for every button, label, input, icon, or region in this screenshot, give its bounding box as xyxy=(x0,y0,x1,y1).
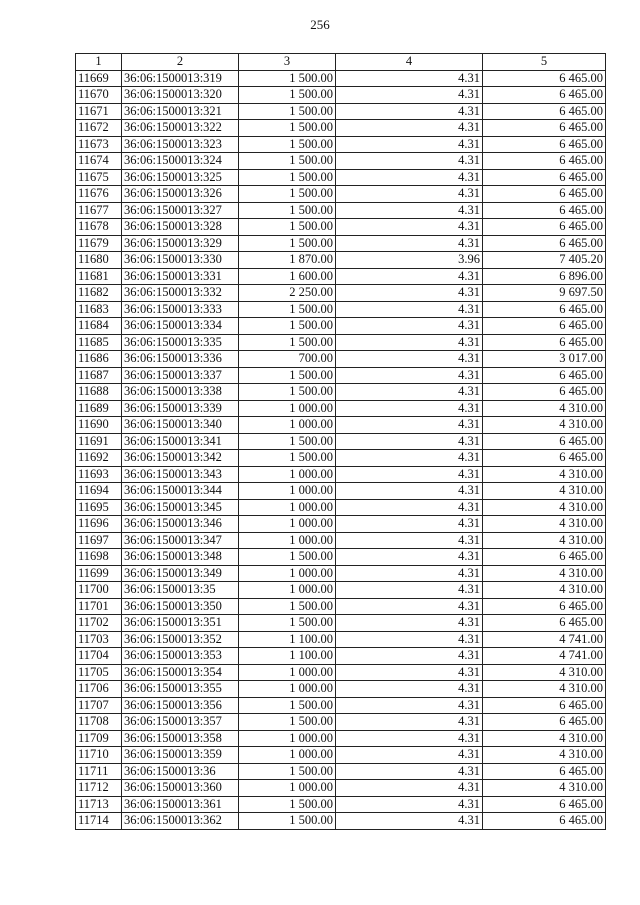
table-row xyxy=(76,615,606,632)
table-row xyxy=(76,730,606,747)
table-row xyxy=(76,565,606,582)
area-cell: 1 000.00 xyxy=(239,565,336,582)
rate-cell: 3.96 xyxy=(336,252,483,269)
row-number-cell: 11711 xyxy=(76,763,122,780)
rate-cell: 4.31 xyxy=(336,235,483,252)
value-cell: 4 310.00 xyxy=(483,730,606,747)
rate-cell: 4.31 xyxy=(336,301,483,318)
row-number-cell: 11675 xyxy=(76,169,122,186)
value-cell: 6 465.00 xyxy=(483,301,606,318)
table-row xyxy=(76,631,606,648)
table-row xyxy=(76,301,606,318)
cadastral-number-cell: 36:06:1500013:326 xyxy=(122,186,239,203)
table-row xyxy=(76,186,606,203)
row-number-cell: 11680 xyxy=(76,252,122,269)
table-row xyxy=(76,153,606,170)
cadastral-number-cell: 36:06:1500013:357 xyxy=(122,714,239,731)
value-cell: 6 465.00 xyxy=(483,87,606,104)
row-number-cell: 11669 xyxy=(76,70,122,87)
table-row xyxy=(76,664,606,681)
cadastral-number-cell: 36:06:1500013:362 xyxy=(122,813,239,830)
row-number-cell: 11688 xyxy=(76,384,122,401)
area-cell: 700.00 xyxy=(239,351,336,368)
cadastral-number-cell: 36:06:1500013:343 xyxy=(122,466,239,483)
cadastral-number-cell: 36:06:1500013:324 xyxy=(122,153,239,170)
rate-cell: 4.31 xyxy=(336,532,483,549)
area-cell: 1 500.00 xyxy=(239,384,336,401)
area-cell: 1 000.00 xyxy=(239,780,336,797)
table-row xyxy=(76,796,606,813)
cadastral-number-cell: 36:06:1500013:328 xyxy=(122,219,239,236)
area-cell: 1 000.00 xyxy=(239,483,336,500)
area-cell: 1 500.00 xyxy=(239,763,336,780)
cadastral-number-cell: 36:06:1500013:329 xyxy=(122,235,239,252)
rate-cell: 4.31 xyxy=(336,631,483,648)
cadastral-number-cell: 36:06:1500013:330 xyxy=(122,252,239,269)
value-cell: 6 465.00 xyxy=(483,70,606,87)
area-cell: 1 500.00 xyxy=(239,87,336,104)
area-cell: 1 500.00 xyxy=(239,549,336,566)
table-row xyxy=(76,103,606,120)
table-row xyxy=(76,219,606,236)
row-number-cell: 11682 xyxy=(76,285,122,302)
value-cell: 6 465.00 xyxy=(483,235,606,252)
table-row xyxy=(76,285,606,302)
cadastral-number-cell: 36:06:1500013:351 xyxy=(122,615,239,632)
rate-cell: 4.31 xyxy=(336,730,483,747)
row-number-cell: 11699 xyxy=(76,565,122,582)
row-number-cell: 11704 xyxy=(76,648,122,665)
area-cell: 1 870.00 xyxy=(239,252,336,269)
area-cell: 1 500.00 xyxy=(239,136,336,153)
value-cell: 6 465.00 xyxy=(483,433,606,450)
value-cell: 4 310.00 xyxy=(483,400,606,417)
rate-cell: 4.31 xyxy=(336,87,483,104)
cadastral-number-cell: 36:06:1500013:333 xyxy=(122,301,239,318)
value-cell: 9 697.50 xyxy=(483,285,606,302)
area-cell: 1 000.00 xyxy=(239,582,336,599)
row-number-cell: 11693 xyxy=(76,466,122,483)
rate-cell: 4.31 xyxy=(336,516,483,533)
area-cell: 1 100.00 xyxy=(239,648,336,665)
cadastral-number-cell: 36:06:1500013:339 xyxy=(122,400,239,417)
rate-cell: 4.31 xyxy=(336,219,483,236)
cadastral-number-cell: 36:06:1500013:332 xyxy=(122,285,239,302)
table-row xyxy=(76,268,606,285)
area-cell: 1 500.00 xyxy=(239,697,336,714)
table-row xyxy=(76,252,606,269)
cadastral-number-cell: 36:06:1500013:352 xyxy=(122,631,239,648)
row-number-cell: 11701 xyxy=(76,598,122,615)
rate-cell: 4.31 xyxy=(336,186,483,203)
area-cell: 1 500.00 xyxy=(239,367,336,384)
rate-cell: 4.31 xyxy=(336,367,483,384)
value-cell: 6 465.00 xyxy=(483,219,606,236)
column-header: 4 xyxy=(336,54,483,71)
row-number-cell: 11710 xyxy=(76,747,122,764)
row-number-cell: 11676 xyxy=(76,186,122,203)
row-number-cell: 11674 xyxy=(76,153,122,170)
rate-cell: 4.31 xyxy=(336,780,483,797)
table-row xyxy=(76,235,606,252)
area-cell: 1 500.00 xyxy=(239,796,336,813)
area-cell: 1 500.00 xyxy=(239,813,336,830)
cadastral-number-cell: 36:06:1500013:36 xyxy=(122,763,239,780)
value-cell: 4 310.00 xyxy=(483,532,606,549)
table-row xyxy=(76,120,606,137)
column-header: 3 xyxy=(239,54,336,71)
rate-cell: 4.31 xyxy=(336,565,483,582)
area-cell: 1 000.00 xyxy=(239,400,336,417)
value-cell: 4 310.00 xyxy=(483,516,606,533)
page-number: 256 xyxy=(310,17,330,32)
row-number-cell: 11700 xyxy=(76,582,122,599)
row-number-cell: 11678 xyxy=(76,219,122,236)
rate-cell: 4.31 xyxy=(336,417,483,434)
cadastral-number-cell: 36:06:1500013:337 xyxy=(122,367,239,384)
value-cell: 4 310.00 xyxy=(483,664,606,681)
cadastral-number-cell: 36:06:1500013:320 xyxy=(122,87,239,104)
table-row xyxy=(76,334,606,351)
rate-cell: 4.31 xyxy=(336,400,483,417)
area-cell: 1 500.00 xyxy=(239,235,336,252)
value-cell: 6 465.00 xyxy=(483,450,606,467)
rate-cell: 4.31 xyxy=(336,202,483,219)
table-row xyxy=(76,202,606,219)
area-cell: 1 500.00 xyxy=(239,186,336,203)
row-number-cell: 11707 xyxy=(76,697,122,714)
rate-cell: 4.31 xyxy=(336,169,483,186)
rate-cell: 4.31 xyxy=(336,615,483,632)
cadastral-number-cell: 36:06:1500013:334 xyxy=(122,318,239,335)
rate-cell: 4.31 xyxy=(336,103,483,120)
area-cell: 1 000.00 xyxy=(239,532,336,549)
value-cell: 6 465.00 xyxy=(483,813,606,830)
row-number-cell: 11690 xyxy=(76,417,122,434)
rate-cell: 4.31 xyxy=(336,120,483,137)
area-cell: 1 500.00 xyxy=(239,433,336,450)
rate-cell: 4.31 xyxy=(336,268,483,285)
cadastral-number-cell: 36:06:1500013:331 xyxy=(122,268,239,285)
value-cell: 6 465.00 xyxy=(483,318,606,335)
row-number-cell: 11692 xyxy=(76,450,122,467)
cadastral-number-cell: 36:06:1500013:340 xyxy=(122,417,239,434)
row-number-cell: 11671 xyxy=(76,103,122,120)
cadastral-number-cell: 36:06:1500013:327 xyxy=(122,202,239,219)
row-number-cell: 11695 xyxy=(76,499,122,516)
rate-cell: 4.31 xyxy=(336,648,483,665)
rate-cell: 4.31 xyxy=(336,334,483,351)
cadastral-number-cell: 36:06:1500013:319 xyxy=(122,70,239,87)
value-cell: 4 741.00 xyxy=(483,631,606,648)
rate-cell: 4.31 xyxy=(336,763,483,780)
area-cell: 1 000.00 xyxy=(239,664,336,681)
area-cell: 1 000.00 xyxy=(239,730,336,747)
row-number-cell: 11691 xyxy=(76,433,122,450)
cadastral-number-cell: 36:06:1500013:355 xyxy=(122,681,239,698)
row-number-cell: 11683 xyxy=(76,301,122,318)
cadastral-number-cell: 36:06:1500013:348 xyxy=(122,549,239,566)
cadastral-number-cell: 36:06:1500013:359 xyxy=(122,747,239,764)
area-cell: 1 000.00 xyxy=(239,747,336,764)
rate-cell: 4.31 xyxy=(336,598,483,615)
cadastral-number-cell: 36:06:1500013:322 xyxy=(122,120,239,137)
cadastral-number-cell: 36:06:1500013:354 xyxy=(122,664,239,681)
cadastral-number-cell: 36:06:1500013:346 xyxy=(122,516,239,533)
rate-cell: 4.31 xyxy=(336,70,483,87)
table-row xyxy=(76,136,606,153)
area-cell: 1 000.00 xyxy=(239,516,336,533)
row-number-cell: 11694 xyxy=(76,483,122,500)
row-number-cell: 11686 xyxy=(76,351,122,368)
value-cell: 6 465.00 xyxy=(483,202,606,219)
cadastral-number-cell: 36:06:1500013:341 xyxy=(122,433,239,450)
table-row xyxy=(76,466,606,483)
area-cell: 1 000.00 xyxy=(239,499,336,516)
area-cell: 2 250.00 xyxy=(239,285,336,302)
area-cell: 1 600.00 xyxy=(239,268,336,285)
area-cell: 1 000.00 xyxy=(239,417,336,434)
area-cell: 1 000.00 xyxy=(239,466,336,483)
area-cell: 1 500.00 xyxy=(239,103,336,120)
cadastral-number-cell: 36:06:1500013:353 xyxy=(122,648,239,665)
row-number-cell: 11687 xyxy=(76,367,122,384)
row-number-cell: 11709 xyxy=(76,730,122,747)
rate-cell: 4.31 xyxy=(336,351,483,368)
row-number-cell: 11712 xyxy=(76,780,122,797)
value-cell: 6 465.00 xyxy=(483,796,606,813)
area-cell: 1 500.00 xyxy=(239,615,336,632)
area-cell: 1 500.00 xyxy=(239,70,336,87)
table-row xyxy=(76,532,606,549)
table-row xyxy=(76,400,606,417)
table-row xyxy=(76,433,606,450)
table-row xyxy=(76,549,606,566)
value-cell: 4 310.00 xyxy=(483,747,606,764)
rate-cell: 4.31 xyxy=(336,582,483,599)
cadastral-number-cell: 36:06:1500013:325 xyxy=(122,169,239,186)
table-row xyxy=(76,499,606,516)
area-cell: 1 500.00 xyxy=(239,334,336,351)
row-number-cell: 11706 xyxy=(76,681,122,698)
table-row xyxy=(76,417,606,434)
value-cell: 4 310.00 xyxy=(483,417,606,434)
table-row xyxy=(76,169,606,186)
column-header: 2 xyxy=(122,54,239,71)
value-cell: 4 310.00 xyxy=(483,499,606,516)
table-row xyxy=(76,516,606,533)
row-number-cell: 11697 xyxy=(76,532,122,549)
area-cell: 1 500.00 xyxy=(239,301,336,318)
area-cell: 1 500.00 xyxy=(239,450,336,467)
rate-cell: 4.31 xyxy=(336,466,483,483)
row-number-cell: 11672 xyxy=(76,120,122,137)
cadastral-number-cell: 36:06:1500013:356 xyxy=(122,697,239,714)
rate-cell: 4.31 xyxy=(336,433,483,450)
row-number-cell: 11670 xyxy=(76,87,122,104)
table-row xyxy=(76,697,606,714)
value-cell: 4 310.00 xyxy=(483,565,606,582)
cadastral-number-cell: 36:06:1500013:358 xyxy=(122,730,239,747)
area-cell: 1 500.00 xyxy=(239,153,336,170)
table-row xyxy=(76,367,606,384)
rate-cell: 4.31 xyxy=(336,681,483,698)
area-cell: 1 500.00 xyxy=(239,219,336,236)
cadastral-number-cell: 36:06:1500013:35 xyxy=(122,582,239,599)
table-row xyxy=(76,384,606,401)
value-cell: 4 310.00 xyxy=(483,780,606,797)
value-cell: 6 465.00 xyxy=(483,714,606,731)
table-row xyxy=(76,648,606,665)
value-cell: 6 465.00 xyxy=(483,334,606,351)
table-row xyxy=(76,450,606,467)
table-row xyxy=(76,70,606,87)
table-body xyxy=(76,70,606,829)
table-row xyxy=(76,318,606,335)
table-row xyxy=(76,681,606,698)
table-row xyxy=(76,87,606,104)
value-cell: 6 465.00 xyxy=(483,367,606,384)
area-cell: 1 500.00 xyxy=(239,318,336,335)
area-cell: 1 500.00 xyxy=(239,202,336,219)
row-number-cell: 11685 xyxy=(76,334,122,351)
area-cell: 1 500.00 xyxy=(239,714,336,731)
table-header-row xyxy=(76,54,606,71)
value-cell: 6 465.00 xyxy=(483,763,606,780)
rate-cell: 4.31 xyxy=(336,714,483,731)
cadastral-number-cell: 36:06:1500013:323 xyxy=(122,136,239,153)
area-cell: 1 000.00 xyxy=(239,681,336,698)
value-cell: 4 310.00 xyxy=(483,681,606,698)
rate-cell: 4.31 xyxy=(336,747,483,764)
area-cell: 1 500.00 xyxy=(239,598,336,615)
rate-cell: 4.31 xyxy=(336,499,483,516)
value-cell: 4 310.00 xyxy=(483,582,606,599)
rate-cell: 4.31 xyxy=(336,664,483,681)
value-cell: 6 896.00 xyxy=(483,268,606,285)
area-cell: 1 100.00 xyxy=(239,631,336,648)
value-cell: 6 465.00 xyxy=(483,549,606,566)
cadastral-number-cell: 36:06:1500013:361 xyxy=(122,796,239,813)
cadastral-number-cell: 36:06:1500013:344 xyxy=(122,483,239,500)
row-number-cell: 11696 xyxy=(76,516,122,533)
value-cell: 6 465.00 xyxy=(483,384,606,401)
data-table xyxy=(75,53,606,830)
table-row xyxy=(76,813,606,830)
row-number-cell: 11713 xyxy=(76,796,122,813)
cadastral-number-cell: 36:06:1500013:347 xyxy=(122,532,239,549)
table-row xyxy=(76,763,606,780)
row-number-cell: 11708 xyxy=(76,714,122,731)
value-cell: 6 465.00 xyxy=(483,153,606,170)
area-cell: 1 500.00 xyxy=(239,120,336,137)
cadastral-number-cell: 36:06:1500013:345 xyxy=(122,499,239,516)
table-row xyxy=(76,714,606,731)
rate-cell: 4.31 xyxy=(336,384,483,401)
row-number-cell: 11705 xyxy=(76,664,122,681)
cadastral-number-cell: 36:06:1500013:350 xyxy=(122,598,239,615)
cadastral-number-cell: 36:06:1500013:342 xyxy=(122,450,239,467)
row-number-cell: 11681 xyxy=(76,268,122,285)
value-cell: 7 405.20 xyxy=(483,252,606,269)
area-cell: 1 500.00 xyxy=(239,169,336,186)
row-number-cell: 11677 xyxy=(76,202,122,219)
rate-cell: 4.31 xyxy=(336,285,483,302)
table-row xyxy=(76,780,606,797)
rate-cell: 4.31 xyxy=(336,153,483,170)
column-header: 5 xyxy=(483,54,606,71)
row-number-cell: 11703 xyxy=(76,631,122,648)
table-row xyxy=(76,747,606,764)
cadastral-number-cell: 36:06:1500013:336 xyxy=(122,351,239,368)
rate-cell: 4.31 xyxy=(336,318,483,335)
cadastral-number-cell: 36:06:1500013:335 xyxy=(122,334,239,351)
value-cell: 4 741.00 xyxy=(483,648,606,665)
cadastral-number-cell: 36:06:1500013:321 xyxy=(122,103,239,120)
table-row xyxy=(76,598,606,615)
row-number-cell: 11684 xyxy=(76,318,122,335)
row-number-cell: 11714 xyxy=(76,813,122,830)
row-number-cell: 11698 xyxy=(76,549,122,566)
column-header: 1 xyxy=(76,54,122,71)
rate-cell: 4.31 xyxy=(336,483,483,500)
rate-cell: 4.31 xyxy=(336,813,483,830)
value-cell: 6 465.00 xyxy=(483,103,606,120)
rate-cell: 4.31 xyxy=(336,136,483,153)
cadastral-number-cell: 36:06:1500013:349 xyxy=(122,565,239,582)
value-cell: 4 310.00 xyxy=(483,466,606,483)
rate-cell: 4.31 xyxy=(336,549,483,566)
value-cell: 6 465.00 xyxy=(483,615,606,632)
row-number-cell: 11702 xyxy=(76,615,122,632)
cadastral-number-cell: 36:06:1500013:360 xyxy=(122,780,239,797)
row-number-cell: 11689 xyxy=(76,400,122,417)
table-row xyxy=(76,582,606,599)
value-cell: 6 465.00 xyxy=(483,136,606,153)
row-number-cell: 11673 xyxy=(76,136,122,153)
value-cell: 6 465.00 xyxy=(483,186,606,203)
rate-cell: 4.31 xyxy=(336,796,483,813)
rate-cell: 4.31 xyxy=(336,450,483,467)
table-row xyxy=(76,483,606,500)
value-cell: 3 017.00 xyxy=(483,351,606,368)
value-cell: 6 465.00 xyxy=(483,598,606,615)
row-number-cell: 11679 xyxy=(76,235,122,252)
value-cell: 6 465.00 xyxy=(483,120,606,137)
value-cell: 6 465.00 xyxy=(483,169,606,186)
rate-cell: 4.31 xyxy=(336,697,483,714)
value-cell: 6 465.00 xyxy=(483,697,606,714)
value-cell: 4 310.00 xyxy=(483,483,606,500)
table-row xyxy=(76,351,606,368)
cadastral-number-cell: 36:06:1500013:338 xyxy=(122,384,239,401)
